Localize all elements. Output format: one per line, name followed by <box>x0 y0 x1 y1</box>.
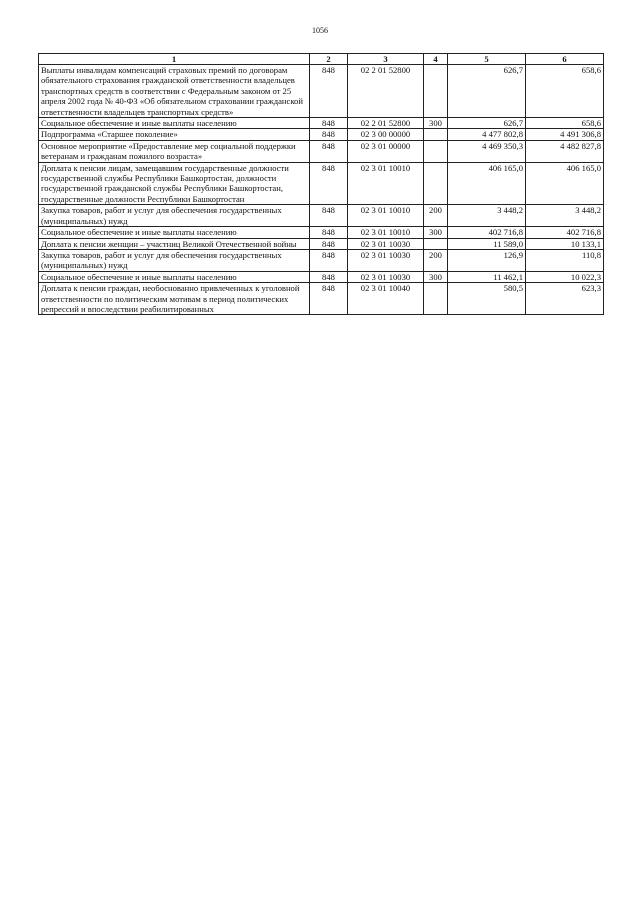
row-amount-year-1: 11 589,0 <box>448 238 526 249</box>
row-name: Подпрограмма «Старшее поколение» <box>39 129 310 140</box>
row-expense-type <box>424 65 448 118</box>
row-expense-type: 200 <box>424 249 448 271</box>
row-amount-year-2: 402 716,8 <box>526 227 604 238</box>
header-name: 1 <box>39 54 310 65</box>
row-amount-year-2: 658,6 <box>526 65 604 118</box>
row-amount-year-2: 10 133,1 <box>526 238 604 249</box>
row-name: Доплата к пенсии женщин – участниц Великой Отечественной войны <box>39 238 310 249</box>
row-target-item: 02 2 01 52800 <box>348 118 424 129</box>
row-amount-year-1: 626,7 <box>448 118 526 129</box>
row-target-item: 02 3 01 10010 <box>348 162 424 205</box>
header-amount-year-2: 6 <box>526 54 604 65</box>
row-target-item: 02 3 01 10030 <box>348 238 424 249</box>
row-amount-year-2: 10 022,3 <box>526 271 604 282</box>
table-row <box>39 129 604 140</box>
row-expense-type: 300 <box>424 118 448 129</box>
row-target-item: 02 3 01 10010 <box>348 205 424 227</box>
page-number: 1056 <box>312 26 328 35</box>
table-row <box>39 65 604 118</box>
row-expense-type <box>424 162 448 205</box>
budget-table <box>38 53 604 315</box>
row-name: Социальное обеспечение и иные выплаты населению <box>39 227 310 238</box>
row-code: 848 <box>310 227 348 238</box>
table-row <box>39 140 604 162</box>
header-expense-type: 4 <box>424 54 448 65</box>
table-header <box>39 54 604 65</box>
row-code: 848 <box>310 271 348 282</box>
header-target-item: 3 <box>348 54 424 65</box>
row-target-item: 02 3 00 00000 <box>348 129 424 140</box>
table-row <box>39 271 604 282</box>
row-name: Доплата к пенсии лицам, замещавшим государственные должности государственной службы Республики Башкортостан, должности государственной гражданской службы Республики Башкортостан, государственные должности Республики Башкортостан <box>39 162 310 205</box>
row-target-item: 02 2 01 52800 <box>348 65 424 118</box>
row-amount-year-1: 402 716,8 <box>448 227 526 238</box>
row-amount-year-2: 110,8 <box>526 249 604 271</box>
row-expense-type <box>424 129 448 140</box>
row-expense-type: 300 <box>424 227 448 238</box>
row-amount-year-1: 4 469 350,3 <box>448 140 526 162</box>
row-name: Выплаты инвалидам компенсаций страховых премий по договорам обязательного страхования гражданской ответственности владельцев транспортных средств в соответствии с Федеральным законом от 25 апреля 2002 года № 40-ФЗ «Об обязательном страховании гражданской ответственности владельцев транспортных средств» <box>39 65 310 118</box>
row-name: Закупка товаров, работ и услуг для обеспечения государственных (муниципальных) нужд <box>39 205 310 227</box>
row-amount-year-1: 406 165,0 <box>448 162 526 205</box>
row-expense-type <box>424 283 448 315</box>
row-code: 848 <box>310 129 348 140</box>
row-amount-year-1: 3 448,2 <box>448 205 526 227</box>
row-expense-type: 200 <box>424 205 448 227</box>
row-target-item: 02 3 01 00000 <box>348 140 424 162</box>
row-expense-type <box>424 140 448 162</box>
row-amount-year-2: 623,3 <box>526 283 604 315</box>
table-row <box>39 205 604 227</box>
row-amount-year-2: 4 491 306,8 <box>526 129 604 140</box>
row-expense-type: 300 <box>424 271 448 282</box>
table-row <box>39 227 604 238</box>
row-expense-type <box>424 238 448 249</box>
row-code: 848 <box>310 140 348 162</box>
row-code: 848 <box>310 238 348 249</box>
row-amount-year-2: 406 165,0 <box>526 162 604 205</box>
row-amount-year-2: 3 448,2 <box>526 205 604 227</box>
row-amount-year-1: 11 462,1 <box>448 271 526 282</box>
table-body <box>39 65 604 315</box>
table-row <box>39 162 604 205</box>
row-name: Закупка товаров, работ и услуг для обеспечения государственных (муниципальных) нужд <box>39 249 310 271</box>
row-code: 848 <box>310 205 348 227</box>
row-target-item: 02 3 01 10030 <box>348 271 424 282</box>
row-name: Социальное обеспечение и иные выплаты населению <box>39 118 310 129</box>
row-target-item: 02 3 01 10040 <box>348 283 424 315</box>
row-amount-year-1: 580,5 <box>448 283 526 315</box>
row-code: 848 <box>310 162 348 205</box>
row-amount-year-2: 4 482 827,8 <box>526 140 604 162</box>
row-code: 848 <box>310 249 348 271</box>
row-target-item: 02 3 01 10010 <box>348 227 424 238</box>
table-row <box>39 238 604 249</box>
row-name: Социальное обеспечение и иные выплаты населению <box>39 271 310 282</box>
table-row <box>39 118 604 129</box>
header-code: 2 <box>310 54 348 65</box>
row-target-item: 02 3 01 10030 <box>348 249 424 271</box>
row-name: Доплата к пенсии граждан, необоснованно привлеченных к уголовной ответственности по политическим мотивам в период политических репрессий и впоследствии реабилитированных <box>39 283 310 315</box>
table-row <box>39 283 604 315</box>
row-code: 848 <box>310 118 348 129</box>
row-amount-year-1: 126,9 <box>448 249 526 271</box>
header-row <box>39 54 604 65</box>
table-row <box>39 249 604 271</box>
row-name: Основное мероприятие «Предоставление мер социальной поддержки ветеранам и гражданам пожилого возраста» <box>39 140 310 162</box>
row-amount-year-2: 658,6 <box>526 118 604 129</box>
row-code: 848 <box>310 283 348 315</box>
row-amount-year-1: 626,7 <box>448 65 526 118</box>
row-amount-year-1: 4 477 802,8 <box>448 129 526 140</box>
row-code: 848 <box>310 65 348 118</box>
header-amount-year-1: 5 <box>448 54 526 65</box>
